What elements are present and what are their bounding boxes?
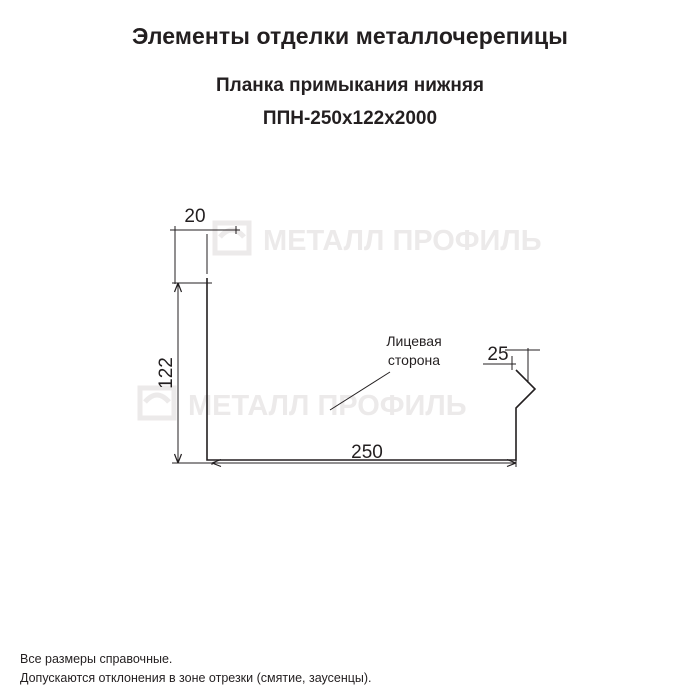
watermark-group [140, 223, 542, 422]
footer-notes [20, 650, 680, 688]
dimension-left-label: 122 [156, 357, 177, 389]
technical-drawing [0, 170, 700, 530]
face-side-label-line2: сторона [387, 352, 441, 368]
footer-line-2: Допускаются отклонения в зоне отрезки (смятие, заусенцы). [20, 671, 372, 685]
watermark-text-2: МЕТАЛЛ ПРОФИЛЬ [188, 390, 467, 422]
face-side-label-line1: Лицевая [386, 333, 442, 349]
dimension-bottom-label: 250 [351, 442, 383, 463]
page-title: Элементы отделки металлочерепицы [131, 23, 568, 49]
profile-outline [207, 278, 535, 460]
product-code: ППН-250х122х2000 [262, 108, 438, 129]
dimension-left [172, 283, 212, 463]
dimension-right-label: 25 [487, 344, 509, 365]
title-block [0, 22, 700, 132]
watermark-text: МЕТАЛЛ ПРОФИЛЬ [263, 225, 542, 257]
footer-line-1: Все размеры справочные. [20, 652, 173, 666]
dimension-top-label: 20 [184, 206, 206, 227]
product-name: Планка примыкания нижняя [215, 75, 485, 96]
